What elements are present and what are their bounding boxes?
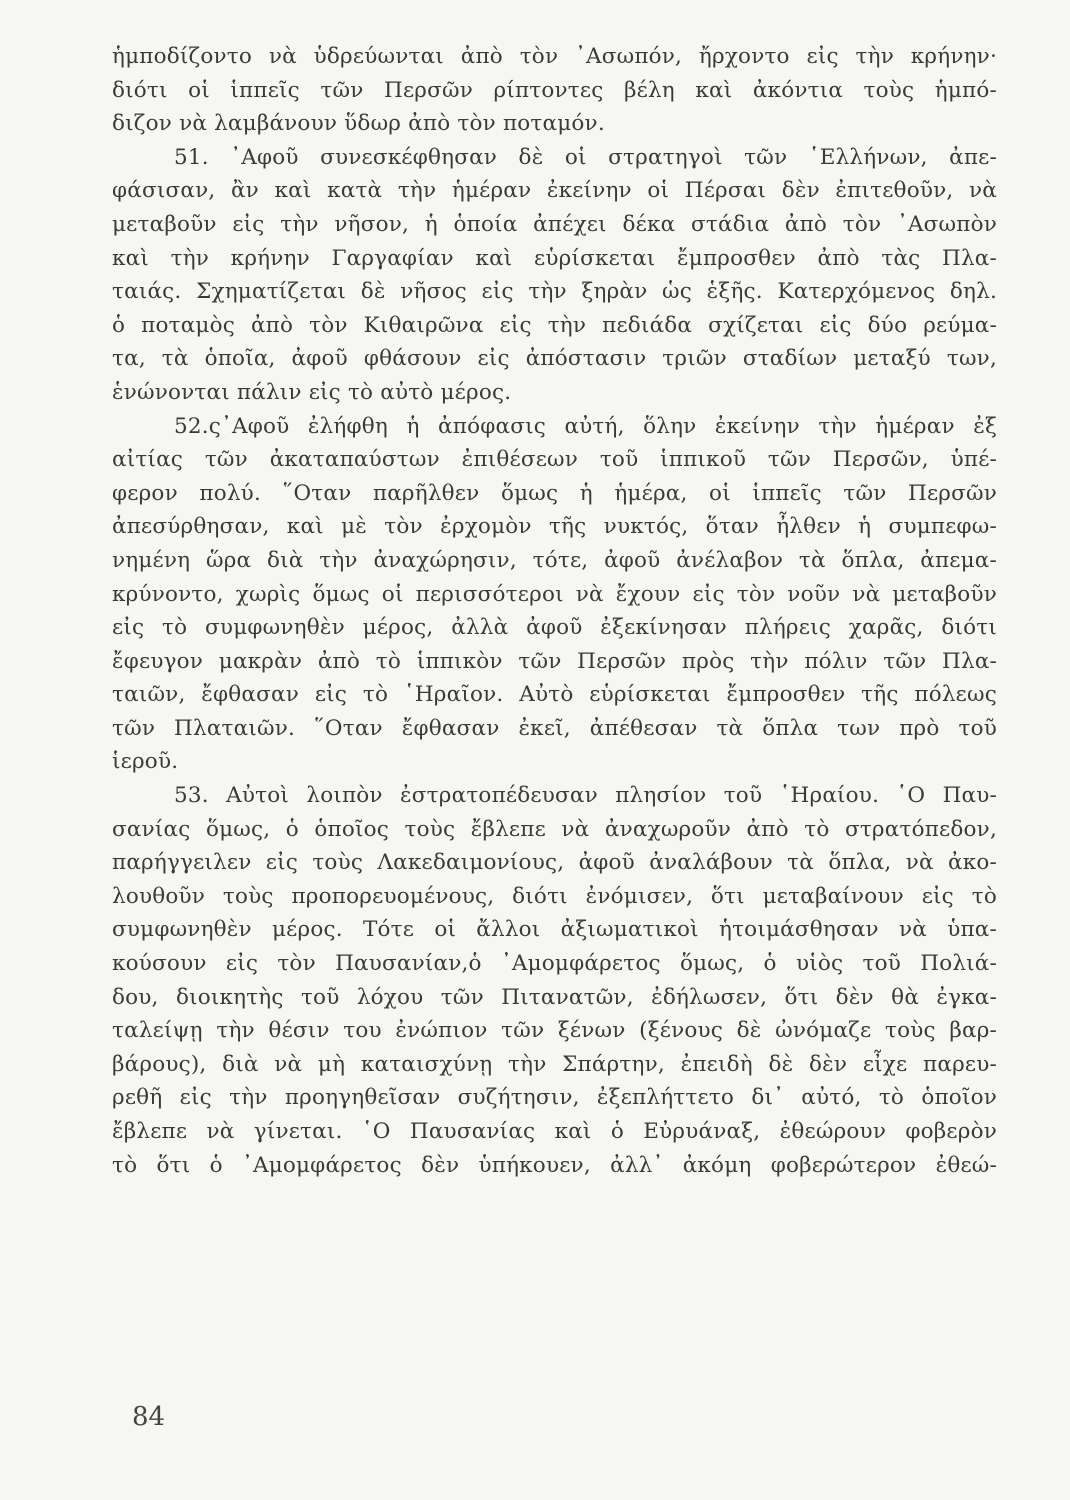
text-line: δου, διοικητὴς τοῦ λόχου τῶν Πιτανατῶν, ἐδήλωσεν, ὅτι δὲν θὰ ἐγκα- xyxy=(112,984,997,1010)
text-line: φάσισαν, ἂν καὶ κατὰ τὴν ἡμέραν ἐκείνην οἱ Πέρσαι δὲν ἐπιτεθοῦν, νὰ xyxy=(112,178,997,204)
text-line: βάρους), διὰ νὰ μὴ καταισχύνῃ τὴν Σπάρτην, ἐπειδὴ δὲ δὲν εἶχε παρευ- xyxy=(112,1051,997,1077)
text-line: ταλείψῃ τὴν θέσιν του ἐνώπιον τῶν ξένων (ξένους δὲ ὠνόμαζε τοὺς βαρ- xyxy=(112,1018,997,1044)
text-line: σανίας ὅμως, ὁ ὁποῖος τοὺς ἔβλεπε νὰ ἀναχωροῦν ἀπὸ τὸ στρατόπεδον, xyxy=(112,816,997,842)
text-line: αἰτίας τῶν ἀκαταπαύστων ἐπιθέσεων τοῦ ἱππικοῦ τῶν Περσῶν, ὑπέ- xyxy=(112,447,997,473)
text-line: διότι οἱ ἱππεῖς τῶν Περσῶν ρίπτοντες βέλη καὶ ἀκόντια τοὺς ἡμπό- xyxy=(112,77,997,103)
text-line: ὁ ποταμὸς ἀπὸ τὸν Κιθαιρῶνα εἰς τὴν πεδιάδα σχίζεται εἰς δύο ρεύμα- xyxy=(112,312,997,338)
text-line: ταιάς. Σχηματίζεται δὲ νῆσος εἰς τὴν ξηρὰν ὡς ἑξῆς. Κατερχόμενος δηλ. xyxy=(112,279,997,305)
text-line: 53. Αὐτοὶ λοιπὸν ἐστρατοπέδευσαν πλησίον τοῦ ῾Ηραίου. ῾Ο Παυ- xyxy=(174,783,997,809)
text-line: κρύνοντο, χωρὶς ὅμως οἱ περισσότεροι νὰ ἔχουν εἰς τὸν νοῦν νὰ μεταβοῦν xyxy=(112,581,997,607)
text-line: εἰς τὸ συμφωνηθὲν μέρος, ἀλλὰ ἀφοῦ ἐξεκίνησαν πλήρεις χαρᾶς, διότι xyxy=(112,615,997,641)
text-line: λουθοῦν τοὺς προπορευομένους, διότι ἐνόμισεν, ὅτι μεταβαίνουν εἰς τὸ xyxy=(112,883,997,909)
paragraph-50-continuation xyxy=(112,40,997,141)
text-line: φερον πολύ. ῞Οταν παρῆλθεν ὅμως ἡ ἡμέρα, οἱ ἱππεῖς τῶν Περσῶν xyxy=(112,480,997,506)
text-line: τὸ ὅτι ὁ ᾿Αμομφάρετος δὲν ὑπήκουεν, ἀλλ᾿ ἀκόμη φοβερώτερον ἐθεώ- xyxy=(112,1152,997,1178)
page-number: 84 xyxy=(132,1402,166,1432)
text-line: ρεθῆ εἰς τὴν προηγηθεῖσαν συζήτησιν, ἐξεπλήττετο δι᾿ αὐτό, τὸ ὁποῖον xyxy=(112,1085,997,1111)
text-line: κούσουν εἰς τὸν Παυσανίαν,ὁ ᾿Αμομφάρετος ὅμως, ὁ υἱὸς τοῦ Πολιά- xyxy=(112,951,997,977)
text-line: ἔφευγον μακρὰν ἀπὸ τὸ ἱππικὸν τῶν Περσῶν πρὸς τὴν πόλιν τῶν Πλα- xyxy=(112,648,997,674)
text-line: τῶν Πλαταιῶν. ῞Οταν ἔφθασαν ἐκεῖ, ἀπέθεσαν τὰ ὅπλα των πρὸ τοῦ xyxy=(112,715,997,741)
body-text xyxy=(112,40,997,1182)
text-line: τα, τὰ ὁποῖα, ἀφοῦ φθάσουν εἰς ἀπόστασιν τριῶν σταδίων μεταξύ των, xyxy=(112,346,997,372)
text-line: ταιῶν, ἔφθασαν εἰς τὸ ῾Ηραῖον. Αὐτὸ εὑρίσκεται ἔμπροσθεν τῆς πόλεως xyxy=(112,682,997,708)
text-line: ἡμποδίζοντο νὰ ὑδρεύωνται ἀπὸ τὸν ᾿Ασωπόν, ἤρχοντο εἰς τὴν κρήνην· xyxy=(112,44,997,69)
text-line: ἑνώνονται πάλιν εἰς τὸ αὐτὸ μέρος. xyxy=(112,379,512,405)
text-line: διζον νὰ λαμβάνουν ὕδωρ ἀπὸ τὸν ποταμόν. xyxy=(112,111,605,137)
paragraph-52 xyxy=(112,410,997,780)
text-line: καὶ τὴν κρήνην Γαργαφίαν καὶ εὑρίσκεται ἔμπροσθεν ἀπὸ τὰς Πλα- xyxy=(112,245,997,271)
text-line: ἀπεσύρθησαν, καὶ μὲ τὸν ἐρχομὸν τῆς νυκτός, ὅταν ἦλθεν ἡ συμπεφω- xyxy=(112,514,997,540)
text-line: νημένη ὥρα διὰ τὴν ἀναχώρησιν, τότε, ἀφοῦ ἀνέλαβον τὰ ὅπλα, ἀπεμα- xyxy=(112,547,997,573)
text-line: μεταβοῦν εἰς τὴν νῆσον, ἡ ὁποία ἀπέχει δέκα στάδια ἀπὸ τὸν ᾿Ασωπὸν xyxy=(112,211,997,237)
text-line: παρήγγειλεν εἰς τοὺς Λακεδαιμονίους, ἀφοῦ ἀναλάβουν τὰ ὅπλα, νὰ ἀκο- xyxy=(112,850,997,876)
paragraph-51 xyxy=(112,141,997,410)
text-line: ἔβλεπε νὰ γίνεται. ῾Ο Παυσανίας καὶ ὁ Εὐρυάναξ, ἐθεώρουν φοβερὸν xyxy=(112,1119,997,1144)
text-line: συμφωνηθὲν μέρος. Τότε οἱ ἄλλοι ἀξιωματικοὶ ἡτοιμάσθησαν νὰ ὑπα- xyxy=(112,917,997,943)
text-line: ἱεροῦ. xyxy=(112,749,179,775)
text-line: 52.ς᾿Αφοῦ ἐλήφθη ἡ ἀπόφασις αὐτή, ὅλην ἐκείνην τὴν ἡμέραν ἐξ xyxy=(174,413,997,439)
paragraph-53 xyxy=(112,779,997,1182)
text-line: 51. ᾿Αφοῦ συνεσκέφθησαν δὲ οἱ στρατηγοὶ τῶν ῾Ελλήνων, ἀπε- xyxy=(174,144,997,170)
